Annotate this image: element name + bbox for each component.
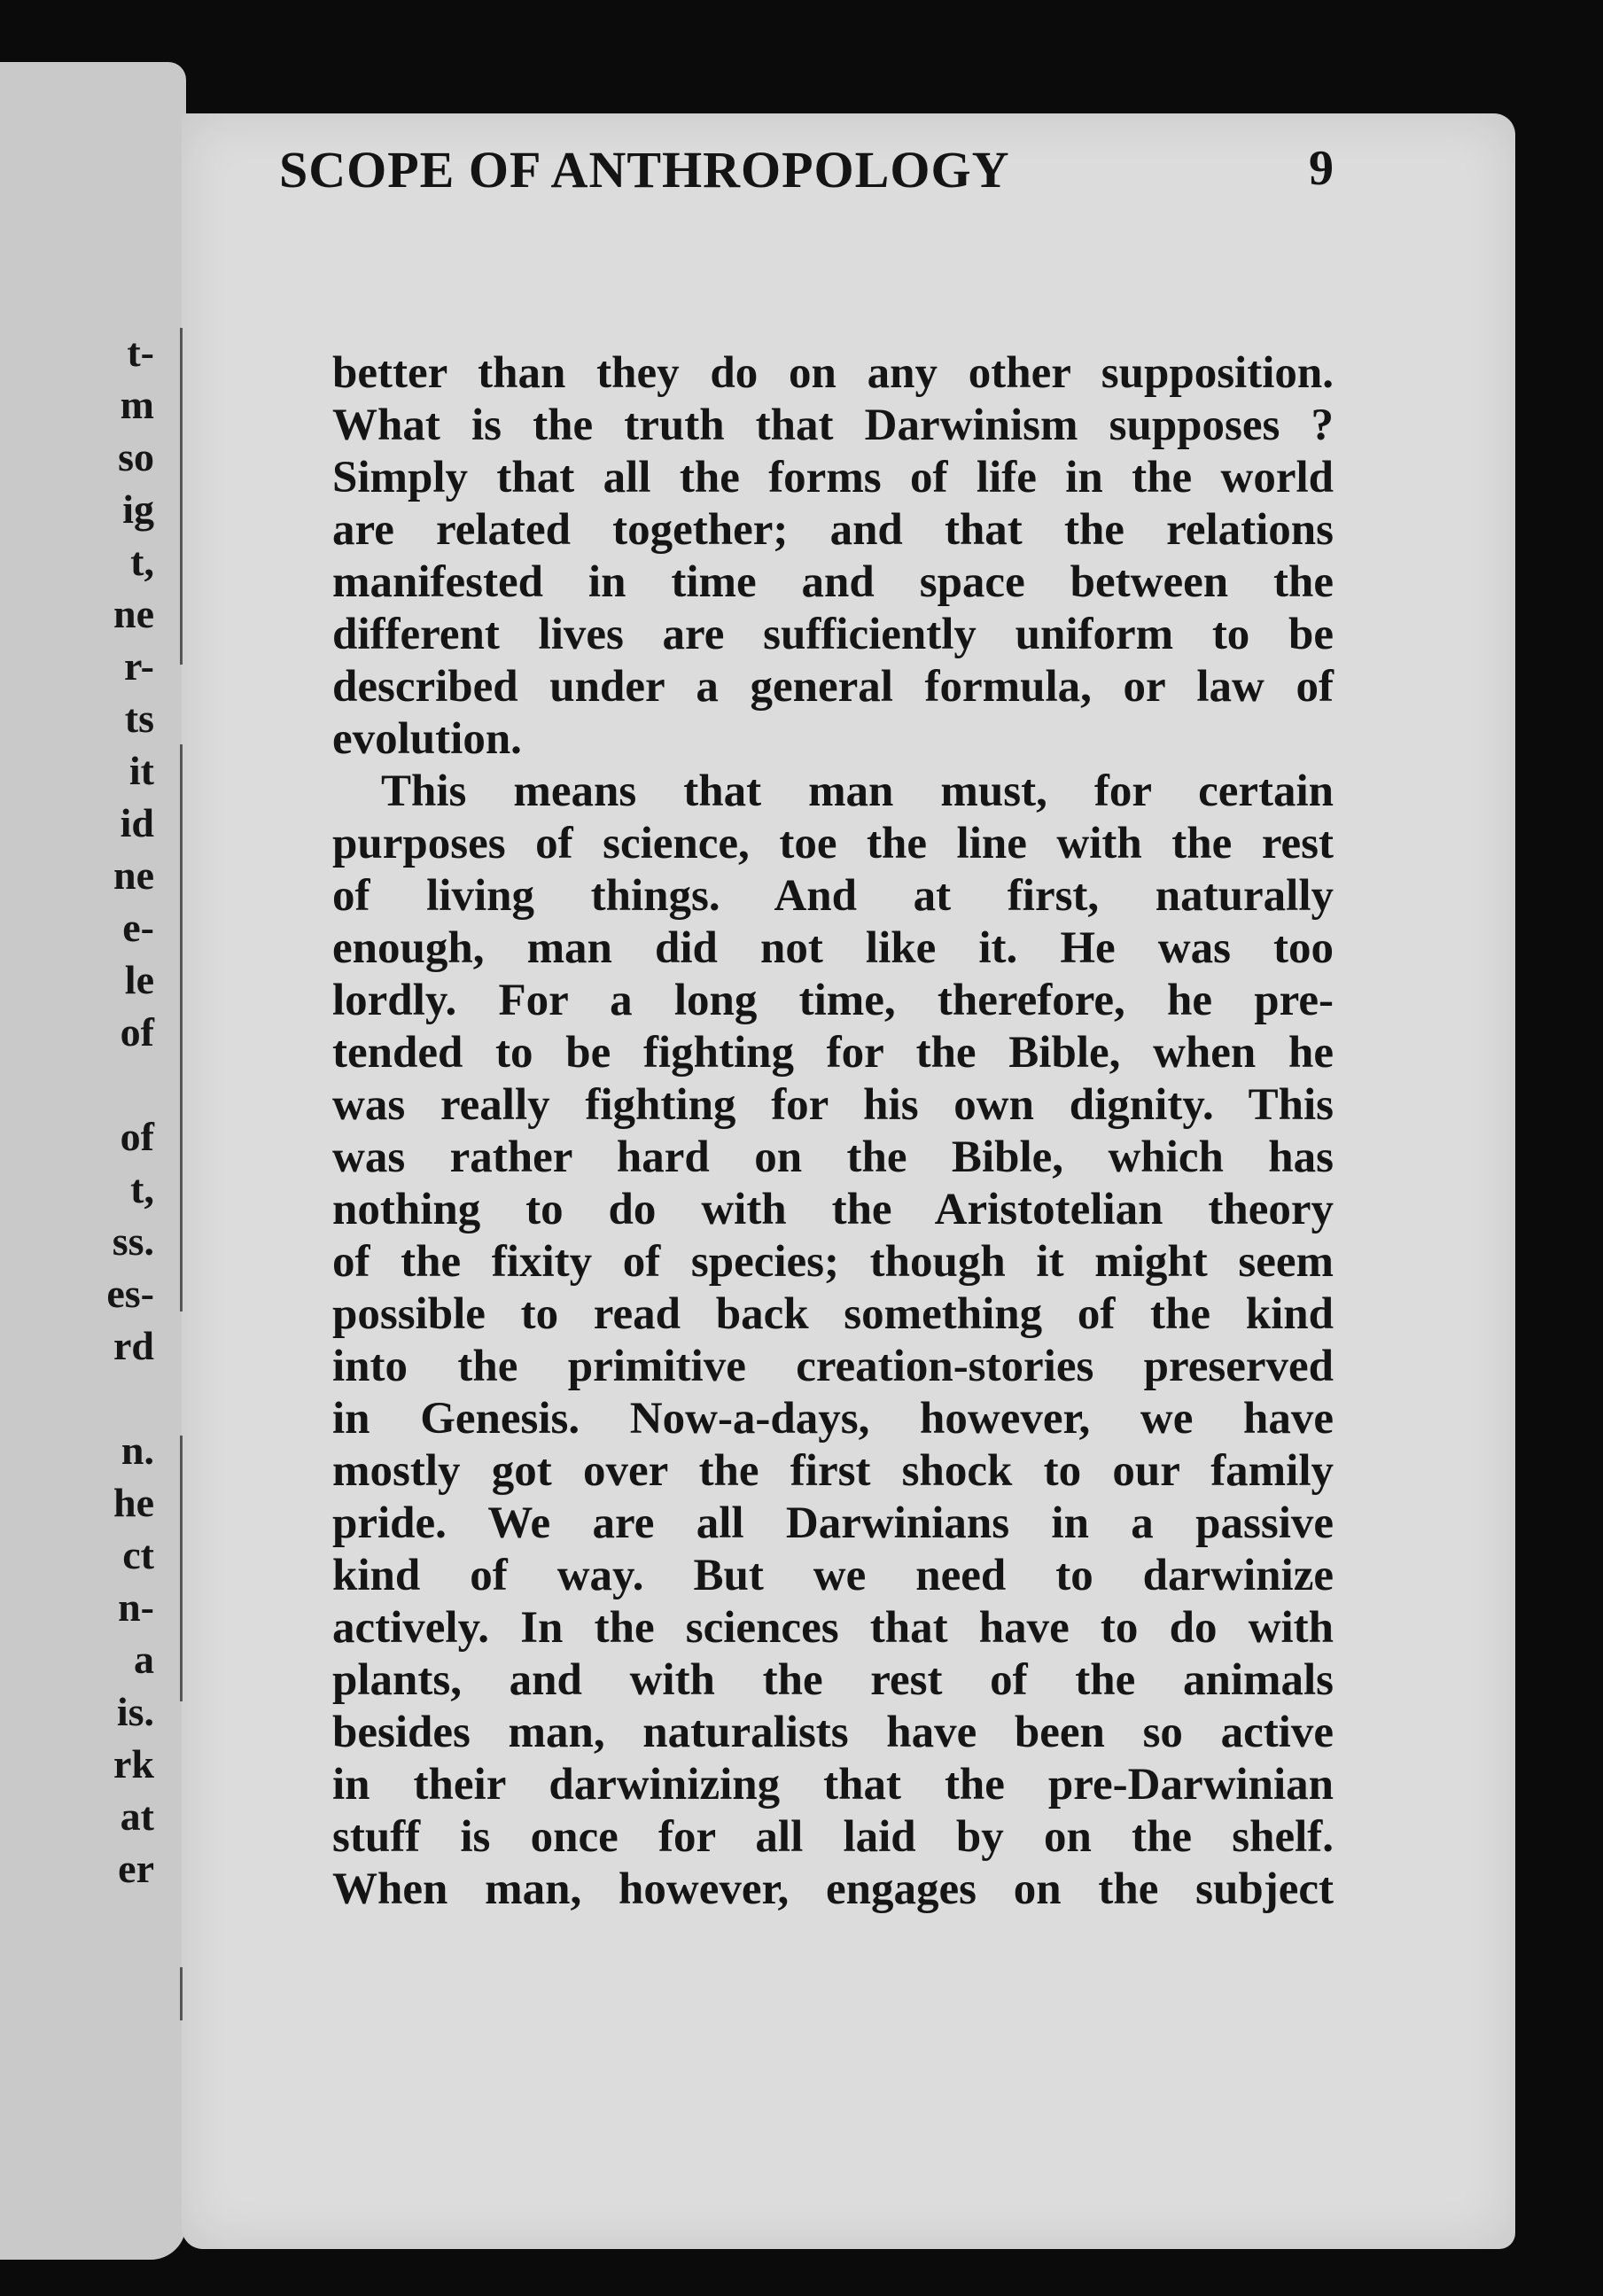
facing-line-fragment: ss. [112, 1218, 154, 1264]
binding-gutter [173, 106, 194, 2233]
text-line: of living things. And at first, naturally [332, 871, 1334, 921]
facing-line-fragment: m [120, 382, 154, 427]
facing-line-fragment: it [128, 748, 154, 793]
text-line: was rather hard on the Bible, which has [332, 1132, 1334, 1182]
text-line: into the primitive creation-stories preserved [332, 1342, 1334, 1391]
text-line: described under a general formula, or law of [332, 662, 1334, 712]
facing-line-fragment: le [124, 957, 154, 1002]
text-line: pride. We are all Darwinians in a passive [332, 1498, 1334, 1548]
facing-line-fragment: t- [127, 330, 154, 375]
facing-line-fragment: e- [122, 905, 154, 950]
text-line: better than they do on any other supposition. [332, 348, 1334, 398]
text-line: possible to read back something of the kind [332, 1289, 1334, 1339]
facing-line-fragment: n- [118, 1584, 154, 1630]
text-line: stuff is once for all laid by on the shelf. [332, 1812, 1334, 1862]
facing-line-fragment [48, 1058, 154, 1110]
text-line: actively. In the sciences that have to do with [332, 1603, 1334, 1653]
text-line: are related together; and that the relations [332, 505, 1334, 555]
facing-line-fragment: r- [123, 643, 154, 689]
facing-page [0, 62, 186, 2260]
text-line: in their darwinizing that the pre-Darwinian [332, 1760, 1334, 1810]
facing-line-fragment: id [120, 800, 154, 845]
facing-line-fragment: of [120, 1009, 154, 1055]
page-number: 9 [1309, 141, 1334, 196]
text-line: kind of way. But we need to darwinize [332, 1551, 1334, 1600]
text-line: was really fighting for his own dignity. This [332, 1080, 1334, 1130]
text-line: manifested in time and space between the [332, 557, 1334, 607]
facing-line-fragment: a [134, 1637, 154, 1682]
text-line: nothing to do with the Aristotelian theory [332, 1185, 1334, 1234]
text-line: in Genesis. Now-a-days, however, we have [332, 1394, 1334, 1444]
body-text [332, 347, 1334, 1916]
text-line: plants, and with the rest of the animals [332, 1655, 1334, 1705]
text-line: evolution. [332, 714, 522, 764]
text-line: mostly got over the first shock to our family [332, 1446, 1334, 1496]
facing-line-fragment: n. [121, 1428, 154, 1473]
text-line: purposes of science, toe the line with the rest [332, 819, 1334, 868]
text-line: of the fixity of species; though it might seem [332, 1237, 1334, 1287]
gutter-shadow-line [180, 744, 183, 1311]
facing-line-fragment: is. [116, 1689, 154, 1734]
text-line: besides man, naturalists have been so active [332, 1708, 1334, 1757]
running-header [279, 140, 1334, 211]
gutter-shadow-line [180, 1436, 183, 1701]
gutter-shadow-line [180, 1967, 183, 2020]
facing-line-fragment: rd [113, 1323, 154, 1368]
facing-line-fragment: es- [106, 1271, 154, 1316]
text-line: What is the truth that Darwinism supposes ? [332, 401, 1334, 450]
paragraph-first-line: This means that man must, for certain [381, 767, 1334, 816]
facing-line-fragment: ts [124, 696, 154, 741]
text-line: lordly. For a long time, therefore, he pre- [332, 976, 1334, 1025]
text-line: different lives are sufficiently uniform to be [332, 610, 1334, 659]
text-line: enough, man did not like it. He was too [332, 923, 1334, 973]
facing-line-fragment: ct [122, 1532, 154, 1577]
gutter-shadow-line [180, 328, 183, 665]
facing-line-fragment: ne [113, 852, 154, 898]
running-title: SCOPE OF ANTHROPOLOGY [279, 141, 1010, 198]
text-line: When man, however, engages on the subject [332, 1864, 1334, 1914]
facing-line-fragment: so [118, 434, 154, 479]
facing-line-fragment: rk [113, 1741, 154, 1786]
facing-line-fragment: ig [122, 486, 154, 532]
facing-line-fragment: of [120, 1114, 154, 1159]
facing-line-fragment: ne [113, 591, 154, 636]
facing-line-fragment: er [118, 1846, 154, 1891]
text-line: tended to be fighting for the Bible, when he [332, 1028, 1334, 1078]
text-line: Simply that all the forms of life in the world [332, 453, 1334, 502]
facing-line-fragment: he [113, 1480, 154, 1525]
facing-line-fragment: at [120, 1794, 154, 1839]
facing-page-text [48, 326, 154, 1895]
facing-line-fragment: t, [130, 539, 154, 584]
facing-line-fragment [48, 1372, 154, 1424]
facing-line-fragment: t, [130, 1166, 154, 1211]
